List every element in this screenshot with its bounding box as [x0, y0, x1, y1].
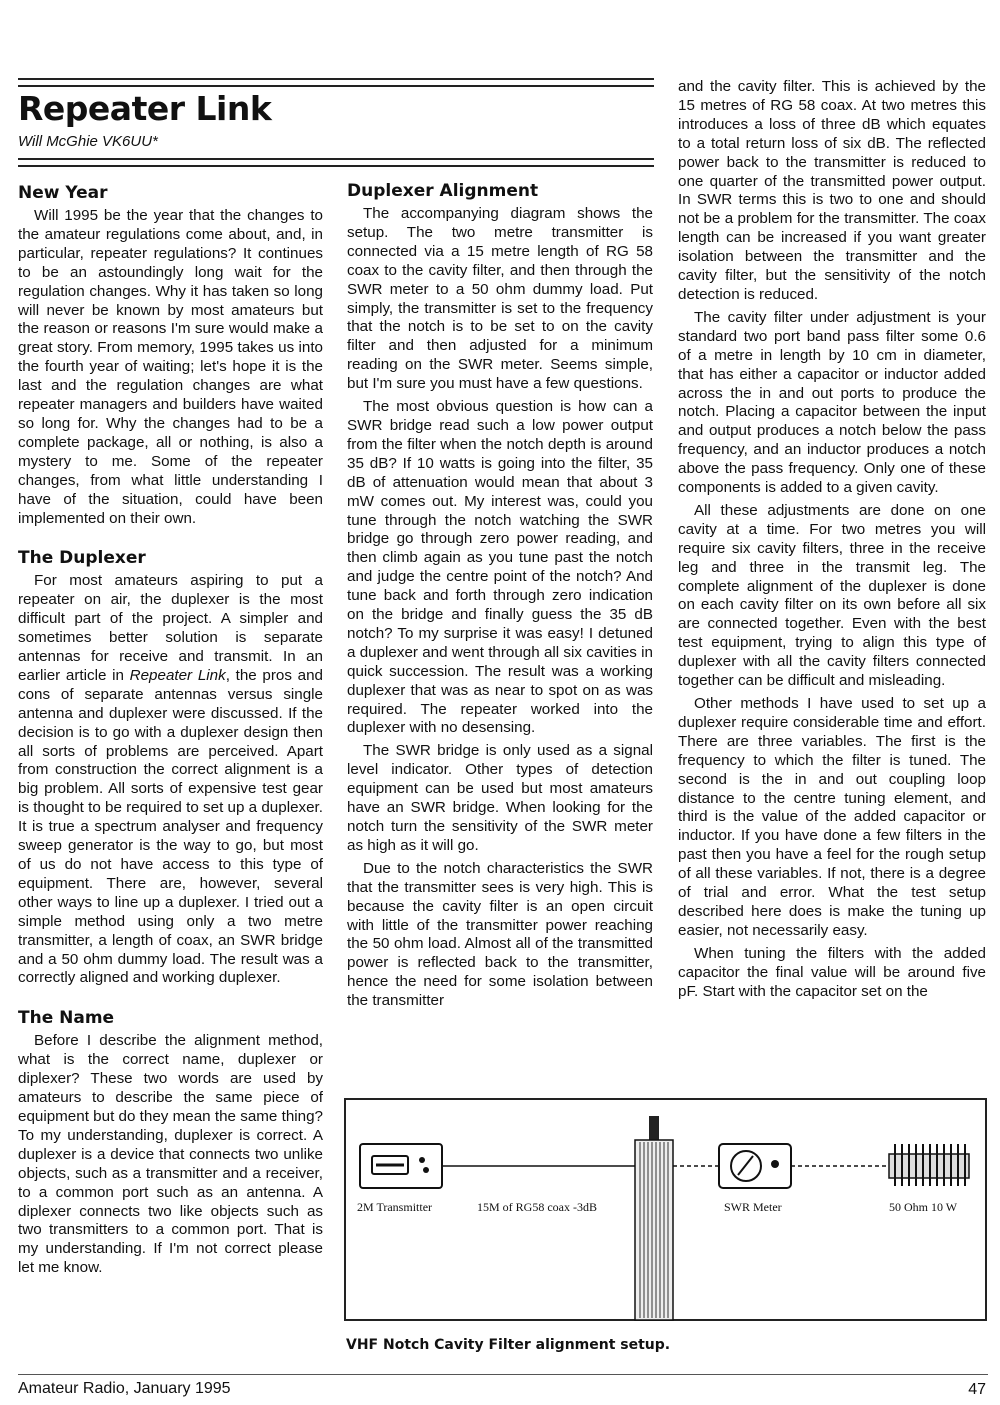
- article-byline: Will McGhie VK6UU*: [18, 133, 158, 150]
- footer-publication: Amateur Radio, January 1995: [18, 1380, 231, 1397]
- column-1: [18, 183, 323, 1282]
- paragraph-duplexer-part-b: , the pros and cons of separate antennas versus single antenna and duplexer were discussed. If the decision is to go with a duplexer design then all sorts of problems are perceived. Apart from construction the correct alignment is a big problem. All sorts of expensive test gear is thought to be required to set up a duplexer. It is true a spectrum analyser and frequency sweep generator is the way to go, but most of us do not have access to this type of equipment. There are, however, several other ways to line up a duplexer. I tried out a simple method using only a two metre transmitter, a length of coax, an SWR bridge and a 50 ohm dummy load. The result was a correctly aligned and working duplexer.: [18, 666, 323, 987]
- header-rule-second: [18, 85, 654, 87]
- diagram-caption: VHF Notch Cavity Filter alignment setup.: [346, 1337, 671, 1353]
- paragraph-new-year: Will 1995 be the year that the changes to the amateur regulations come about, and, in particular, repeater regulations? It continues to be an astoundingly long wait for the regulation changes. Why it has taken so long will never be known by most amateurs but the reason or reasons I'm sure would make a great story. From memory, 1995 takes us into the fourth year of waiting; let's hope it is the last and the regulation changes are what repeater managers and builders have waited so long for. Why the changes had to be a complete package, all or nothing, is also a mystery to me. Some of the repeater changes, from what little understanding I have of the situation, could have been implemented on their own.: [18, 207, 323, 527]
- heading-new-year: New Year: [18, 183, 108, 203]
- paragraph-duplexer-italic: Repeater Link: [129, 666, 226, 684]
- paragraph-alignment-3: The SWR bridge is only used as a signal level indicator. Other types of detection equipment can be used but most amateurs have an SWR bridge. When looking for the notch turn the sensitivity of the SWR meter as high as it will go.: [347, 742, 653, 854]
- label-swr-meter: SWR Meter: [724, 1200, 782, 1214]
- swr-meter-icon: [719, 1144, 791, 1188]
- label-transmitter: 2M Transmitter: [357, 1200, 433, 1214]
- header-rule-third: [18, 158, 654, 160]
- paragraph-col3-4: Other methods I have used to set up a duplexer require considerable time and effort. There are three variables. The first is the frequency to which the filter is tuned. The second is the in and out coupling loop distance to the centre tuning element, and third is the value of the added capacitor or inductor. If you have done a few filters in the past then you have a feel for the rough setup of all these variables. If not, there is a degree of trial and error. What the test setup described here does is make the tuning up easier, not necessarily easy.: [678, 695, 986, 939]
- heading-duplexer-alignment: Duplexer Alignment: [347, 181, 539, 201]
- footer-rule: [18, 1374, 988, 1375]
- heading-the-name: The Name: [18, 1008, 115, 1029]
- paragraph-alignment-2: The most obvious question is how can a SWR bridge read such a low power output from the filter when the notch depth is around 35 dB? If 10 watts is going into the filter, 35 dB of attenuation would mean that about 3 mW comes out. My interest was, could you tune through the notch watching the SWR bridge go through zero power reading, and then climb again as you tune past the notch and judge the centre point of the notch? And tune back and forth through zero indication on the bridge and finally guess the 35 dB notch? To my surprise it was easy! I detuned a duplexer and went through all six cavities in quick succession. The result was a working duplexer that was as near to spot on as was required. The repeater worked into the duplexer with no desensing.: [347, 398, 653, 737]
- label-dummy-load: 50 Ohm 10 W: [889, 1200, 958, 1214]
- dummy-load-icon: [889, 1144, 969, 1186]
- paragraph-duplexer: [18, 572, 323, 988]
- heading-the-duplexer: The Duplexer: [18, 548, 146, 569]
- paragraph-alignment-1: The accompanying diagram shows the setup. The two metre transmitter is connected via a 15 metre length of RG 58 coax to the cavity filter, and then through the SWR meter to a 50 ohm dummy load. Put simply, the transmitter is set to the frequency that the notch is to be set to on the cavity filter and then adjusted for a minimum reading on the SWR meter. Seems simple, but I'm sure you must have a few questions.: [347, 205, 653, 393]
- footer-page-number: 47: [968, 1381, 986, 1398]
- article-title: Repeater Link: [18, 89, 272, 128]
- label-coax: 15M of RG58 coax -3dB: [477, 1200, 597, 1214]
- paragraph-duplexer-part-a: For most amateurs aspiring to put a repeater on air, the duplexer is the most difficult part of the project. A simpler and sometimes better solution is separate antennas for receive and transmit. In an earlier article in: [18, 572, 323, 684]
- cavity-filter-icon: [635, 1116, 673, 1320]
- paragraph-alignment-4: Due to the notch characteristics the SWR that the transmitter sees is very high. This is because the cavity filter is an open circuit with little of the transmitter power reaching the 50 ohm load. Almost all of the transmitted power is reflected back to the transmitter, hence the need for some isolation between the transmitter: [347, 859, 653, 1010]
- paragraph-name: Before I describe the alignment method, what is the correct name, duplexer or diplexer? These two words are used by amateurs to describe the same piece of equipment but do they mean the same thing? To my understanding, duplexer is correct. A duplexer is a device that connects two unlike objects, such as a transmitter and a receiver, to a common port such as an antenna. A diplexer connects two like objects such as two transmitters to a common port. That is my understanding. If I'm not correct please let me know.: [18, 1032, 323, 1277]
- paragraph-col3-5: When tuning the filters with the added capacitor the final value will be around five pF. Start with the capacitor set on the: [678, 944, 986, 1000]
- column-3: [678, 78, 986, 1006]
- paragraph-col3-1: and the cavity filter. This is achieved by the 15 metres of RG 58 coax. At two metres this introduces a loss of three dB which equates to a total return loss of six dB. The reflected power back to the transmitter is reduced to one quarter of the transmitted power output. In SWR terms this is two to one and should not be a problem for the transmitter. The coax length can be increased if you want greater isolation between the transmitter and the cavity filter, but the sensitivity of the notch detection is reduced.: [678, 78, 986, 303]
- paragraph-col3-3: All these adjustments are done on one cavity at a time. For two metres you will require six cavity filters, three in the receive leg and three in the transmit leg. The complete alignment of the duplexer is done on each cavity filter on its own before all six are connected together. Even with the best test equipment, trying to align this type of duplexer with all the cavity filters connected together can be difficult and misleading.: [678, 501, 986, 690]
- paragraph-col3-2: The cavity filter under adjustment is your standard two port band pass filter some 0.6 of a metre in length by 10 cm in diameter, that has either a capacitor or inductor added across the in and out ports to produce the notch. Placing a capacitor between the input and output produces a notch below the pass frequency, and an inductor produces a notch above the pass frequency. Only one of these components is added to a given cavity.: [678, 308, 986, 497]
- header-rule-bottom: [18, 165, 654, 167]
- column-2: [347, 181, 653, 1015]
- header-rule-top: [18, 78, 654, 80]
